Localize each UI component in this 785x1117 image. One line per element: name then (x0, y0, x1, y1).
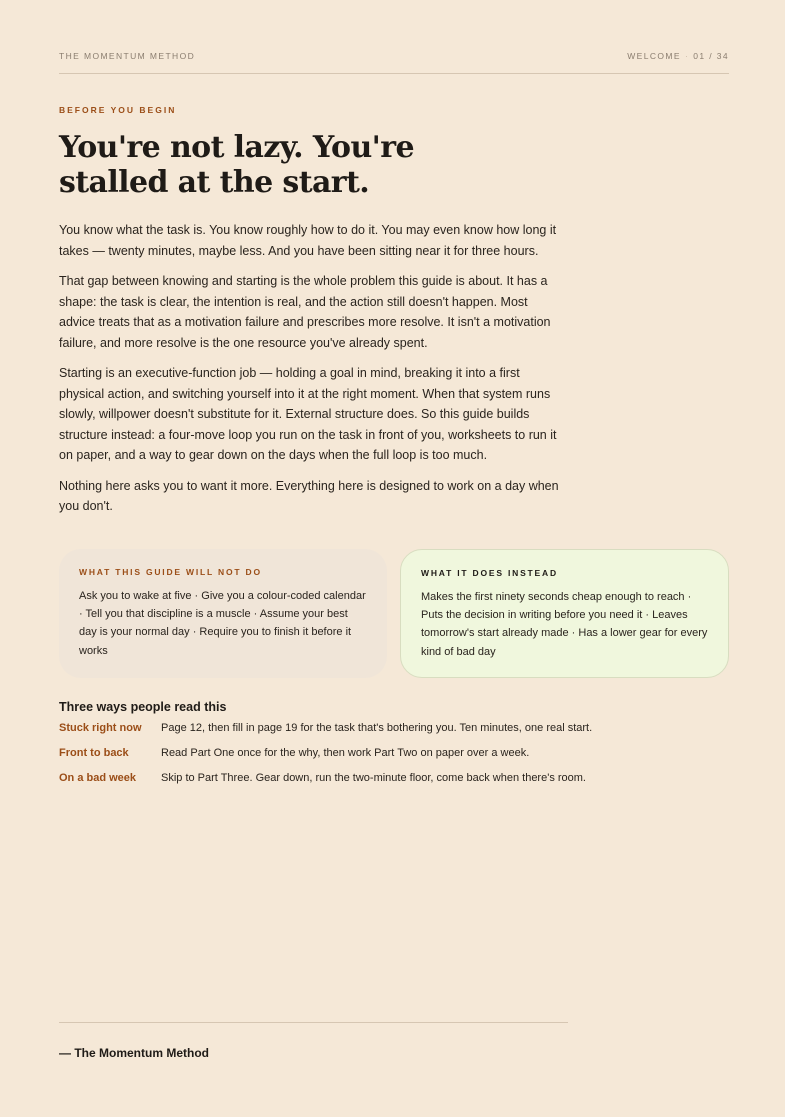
body-paragraph: Nothing here asks you to want it more. Everything here is designed to work on a day when you don't. (59, 478, 559, 513)
card-title: WHAT IT DOES INSTEAD (421, 568, 558, 578)
page-indicator-group (627, 51, 729, 61)
brand-name: THE MOMENTUM METHOD (59, 51, 196, 61)
reading-path-label: On a bad week (59, 772, 137, 784)
will-not-do-card (59, 549, 387, 678)
footer-divider (59, 1022, 568, 1023)
body-paragraph: You know what the task is. You know roughly how to do it. You may even know how long it takes — twenty minutes, maybe less. And you have been sitting near it for three hours. (59, 223, 557, 258)
footer-signature: — The Momentum Method (59, 1046, 209, 1060)
reading-paths-heading: Three ways people read this (59, 700, 227, 714)
reading-path-text: Page 12, then fill in page 19 for the task that's bothering you. Ten minutes, one real start. (161, 722, 593, 734)
page-title: You're not lazy. You're stalled at the start. (59, 130, 414, 200)
page-indicator: 01 / 34 (693, 51, 729, 61)
separator: · (684, 51, 690, 61)
reading-path-row (59, 722, 729, 747)
reading-paths (59, 700, 729, 797)
section-name: WELCOME (627, 51, 681, 61)
reading-path-row (59, 772, 729, 797)
reading-path-text: Skip to Part Three. Gear down, run the two-minute floor, come back when there's room. (161, 772, 586, 784)
reading-path-label: Front to back (59, 747, 129, 759)
document-page (59, 0, 729, 1117)
comparison-cards (59, 549, 729, 678)
reading-path-text: Read Part One once for the why, then work Part Two on paper over a week. (161, 747, 530, 759)
intro-body (59, 220, 565, 527)
does-instead-card (400, 549, 729, 678)
reading-path-label: Stuck right now (59, 722, 142, 734)
section-eyebrow: BEFORE YOU BEGIN (59, 105, 177, 115)
page-header (59, 51, 729, 63)
card-text: Ask you to wake at five · Give you a colour-coded calendar · Tell you that discipline is a muscle · Assume your best day is your normal day · Require you to finish it before it works (79, 590, 366, 657)
card-text: Makes the first ninety seconds cheap enough to reach · Puts the decision in writing before you need it · Leaves tomorrow's start already made · Has a lower gear for every kind of bad day (421, 591, 708, 658)
header-divider (59, 73, 729, 74)
body-paragraph: Starting is an executive-function job — holding a goal in mind, breaking it into a first physical action, and switching yourself into it at the right moment. When that system runs slowly, willpower doesn't substitute for it. External structure does. So this guide builds structure instead: a four-move loop you run on the task in front of you, worksheets to run it on paper, and a way to gear down on the days when the full loop is too much. (59, 366, 557, 462)
card-title: WHAT THIS GUIDE WILL NOT DO (79, 567, 262, 577)
body-paragraph: That gap between knowing and starting is the whole problem this guide is about. It has a shape: the task is clear, the intention is real, and the action still doesn't happen. Most advice treats that as a motivation failure and prescribes more resolve. It isn't a motivation failure, and more resolve is the one resource you've already spent. (59, 274, 551, 350)
reading-path-row (59, 747, 729, 772)
